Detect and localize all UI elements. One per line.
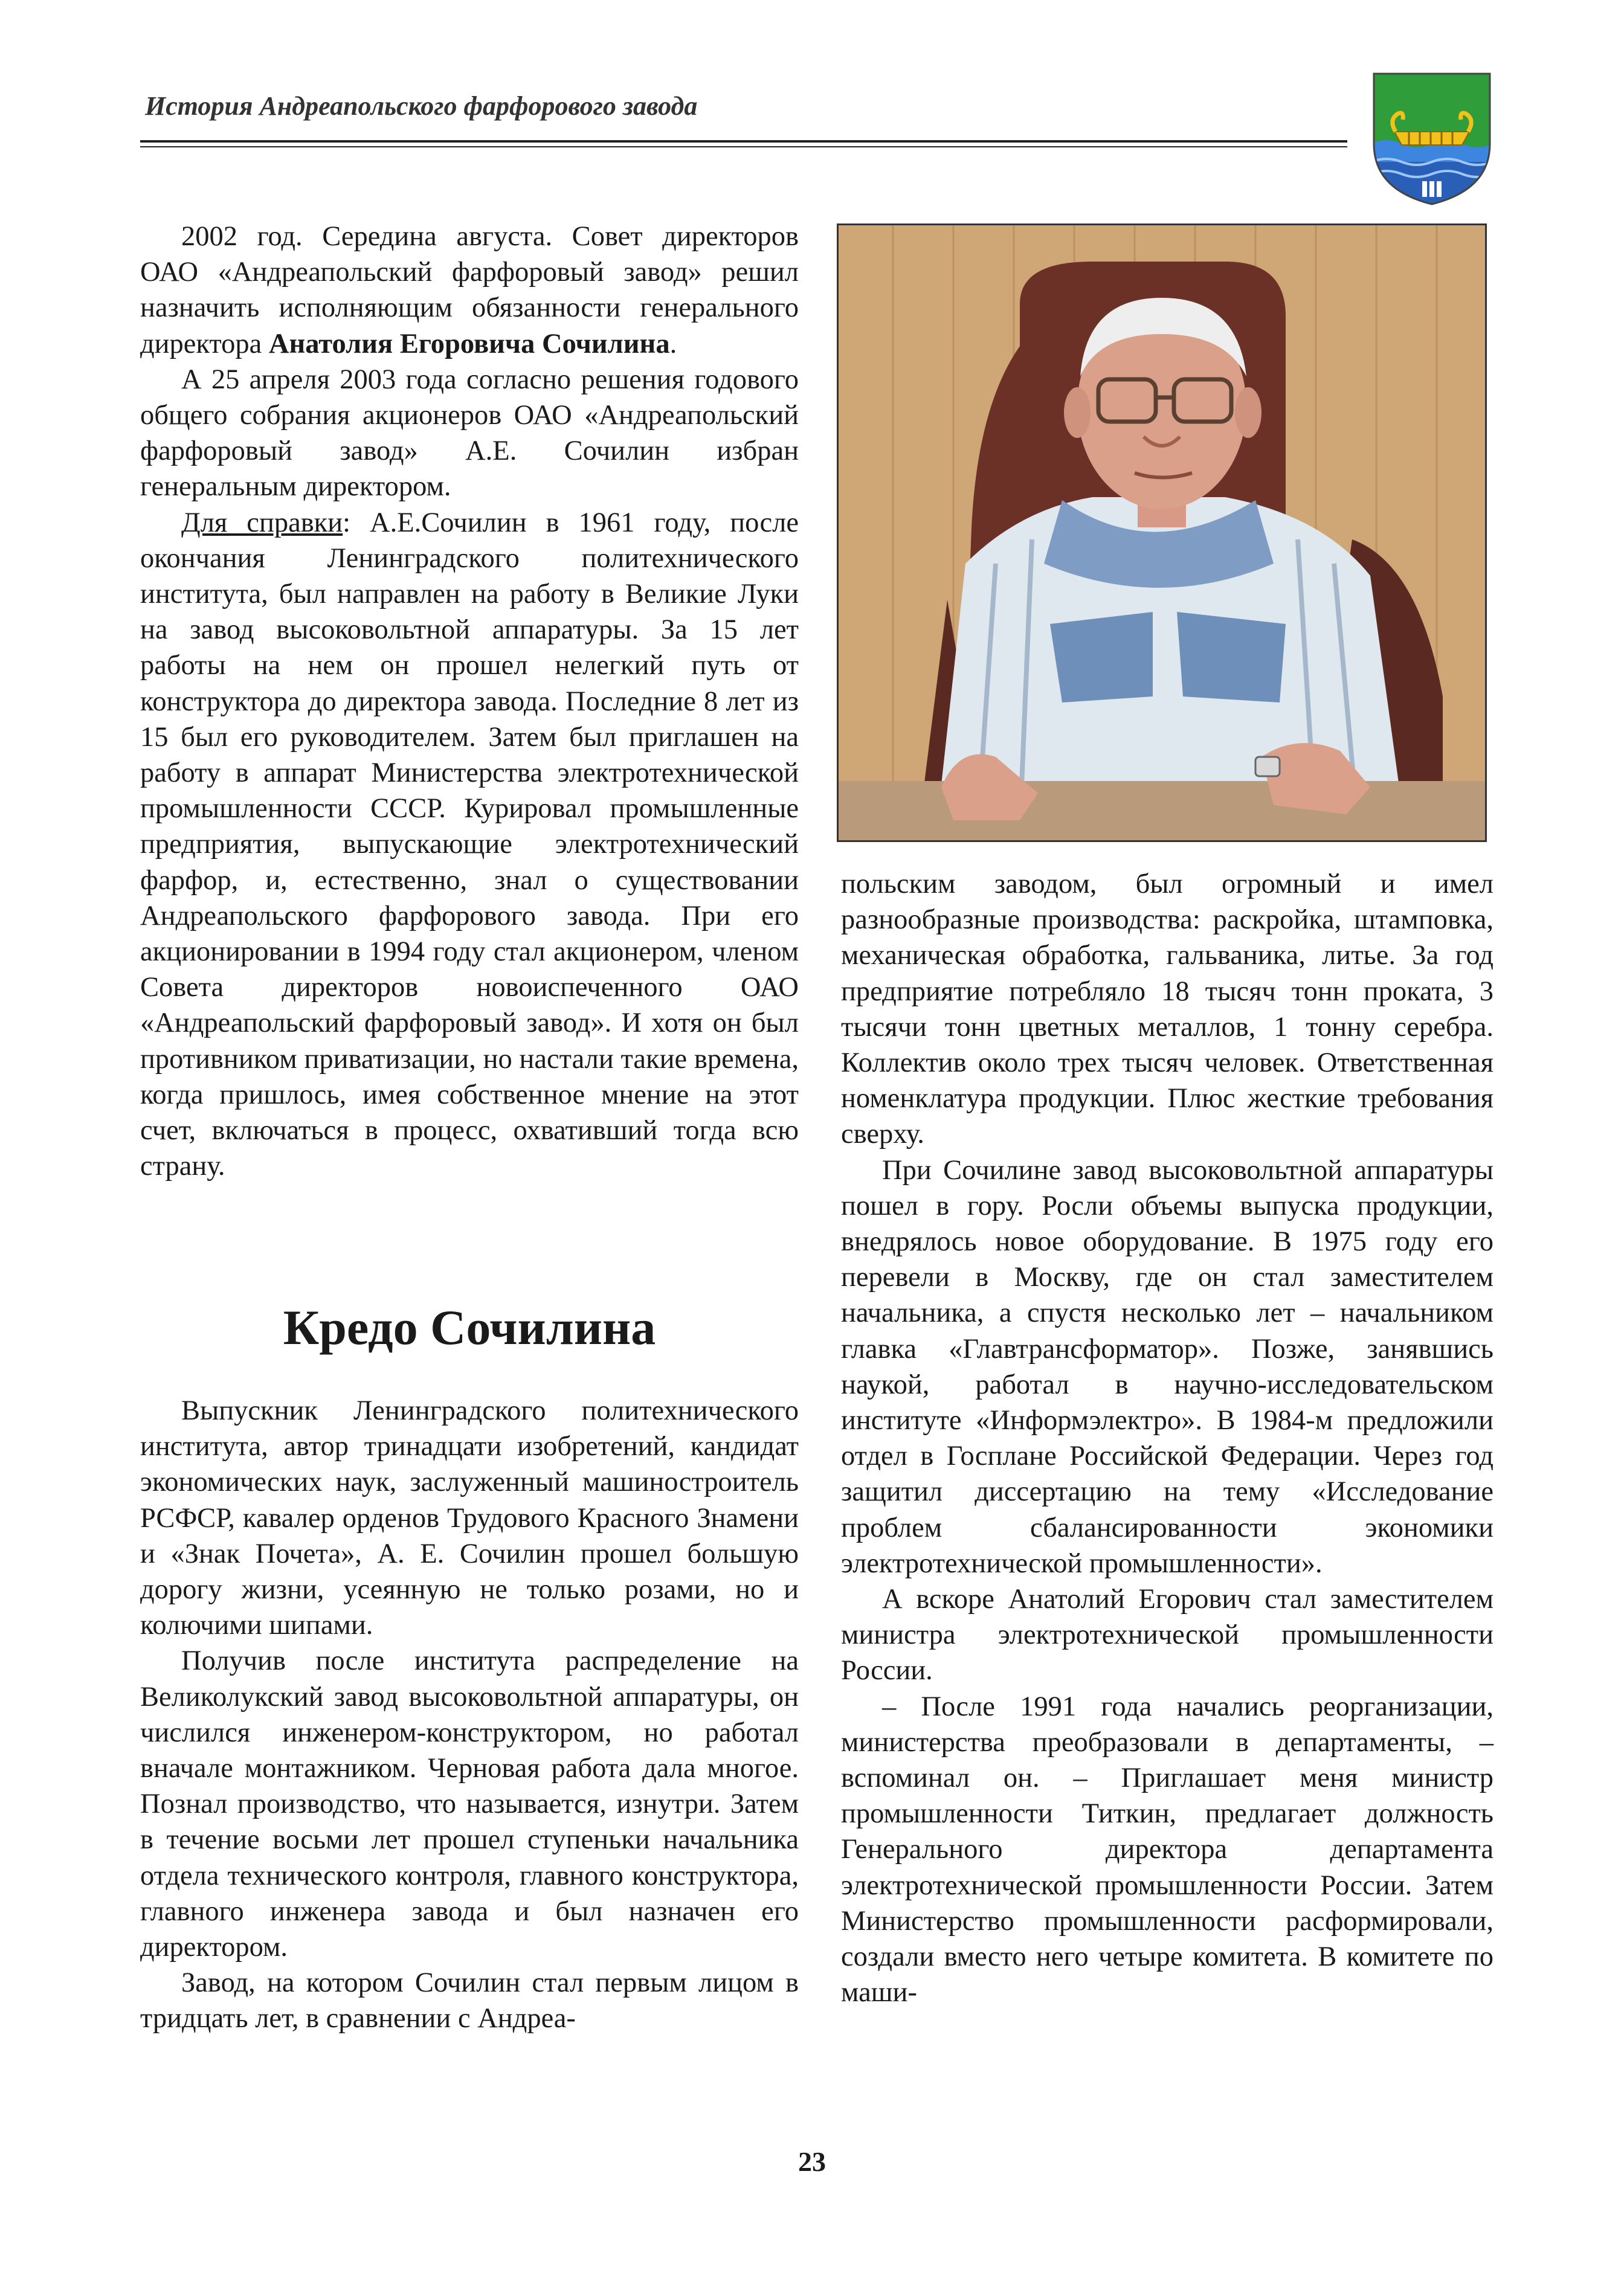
- reference-label: Для справки: [181, 507, 343, 538]
- section-column-left: [140, 1393, 799, 2037]
- intro-text-1: 2002 год. Середина августа. Совет директоров ОАО «Андреапольский фарфоровый завод» решил назначить исполняющим обязанности генерального директора: [140, 221, 799, 359]
- right-paragraph-continued: польским заводом, был огромный и имел разнообразные производства: раскройка, штамповка, механическая обработка, гальваника, литье. За год предприятие потребляло 18 тысяч тонн проката, 3 тысячи тонн цветных металлов, 1 тонну серебра. Коллектив около трех тысяч человек. Ответственная номенклатура продукции. Плюс жесткие требования сверху.: [841, 869, 1494, 1150]
- page-number: 23: [798, 2146, 826, 2177]
- reference-text: : А.Е.Сочилин в 1961 году, после окончания Ленинградского политехнического института, был направлен на работу в Великие Луки на завод высоковольтной аппаратуры. За 15 лет работы на нем он прошел нелегкий путь от конструктора до директора завода. Последние 8 лет из 15 был его руководителем. Затем был приглашен на работу в аппарат Министерства электротехнической промышленности СССР. Курировал промышленные предприятия, выпускающие электротехнический фарфор, и, естественно, знал о существовании Андреапольского фарфорового завода. При его акционировании в 1994 году стал акционером, членом Совета директоров новоиспеченного ОАО «Андреапольский фарфоровый завод». И хотя он был противником приватизации, но настали такие времена, когда пришлось, имея собственное мнение на этот счет, включаться в процесс, охвативший тогда всю страну.: [140, 507, 799, 1182]
- section-paragraph: Выпускник Ленинградского политехнического института, автор тринадцати изобретений, кандидат экономических наук, заслуженный машиностроитель РСФСР, кавалер орденов Трудового Красного Знамени и «Знак Почета», А. Е. Сочилин прошел большую дорогу жизни, усеянную не только розами, но и колючими шипами.: [140, 1395, 799, 1641]
- header-rule-thick: [140, 140, 1347, 143]
- right-paragraph: При Сочилине завод высоковольтной аппаратуры пошел в гору. Росли объемы выпуска продукции, внедрялось новое оборудование. В 1975 году его перевели в Москву, где он стал заместителем начальника, а спустя несколько лет – начальником главка «Главтрансформатор». Позже, занявшись наукой, работал в научно-исследовательском институте «Информэлектро». В 1984-м предложили отдел в Госплане Российской Федерации. Через год защитил диссертацию на тему «Исследование проблем сбалансированности экономики электротехнической промышленности».: [841, 1154, 1494, 1579]
- right-column: [841, 866, 1494, 2011]
- portrait-photo: [837, 223, 1487, 842]
- right-paragraph: А вскоре Анатолий Егорович стал заместителем министра электротехнической промышленности России.: [841, 1584, 1494, 1687]
- intro-column: [140, 219, 799, 1184]
- coat-of-arms-icon: [1371, 71, 1492, 207]
- intro-paragraph-1: [140, 219, 799, 362]
- section-paragraph: Получив после института распределение на Великолукский завод высоковольтной аппаратуры, он числился инженером-конструктором, но работал вначале монтажником. Черновая работа дала многое. Познал производство, что называется, изнутри. Затем в течение восьми лет прошел ступеньки начальника отдела технического контроля, главного конструктора, главного инженера завода и был назначен его директором.: [140, 1645, 799, 1963]
- header-rule-thin: [140, 146, 1347, 147]
- intro-paragraph-2: А 25 апреля 2003 года согласно решения годового общего собрания акционеров ОАО «Андреапольский фарфоровый завод» А.Е. Сочилин избран генеральным директором.: [140, 364, 799, 503]
- right-paragraph: – После 1991 года начались реорганизации, министерства преобразовали в департаменты, – вспоминал он. – Приглашает меня министр промышленности Титкин, предлагает должность Генерального директора департамента электротехнической промышленности России. Затем Министерство промышленности расформировали, создали вместо него четыре комитета. В комитете по маши-: [841, 1691, 1494, 2008]
- running-header: История Андреапольского фарфорового завода: [145, 91, 698, 121]
- intro-text-1-end: .: [669, 328, 677, 359]
- intro-paragraph-3: [140, 505, 799, 1185]
- section-paragraph: Завод, на котором Сочилин стал первым лицом в тридцать лет, в сравнении с Андреа-: [140, 1967, 799, 2034]
- section-heading: Кредо Сочилина: [283, 1300, 656, 1355]
- director-name: Анатолия Егоровича Сочилина: [268, 328, 670, 359]
